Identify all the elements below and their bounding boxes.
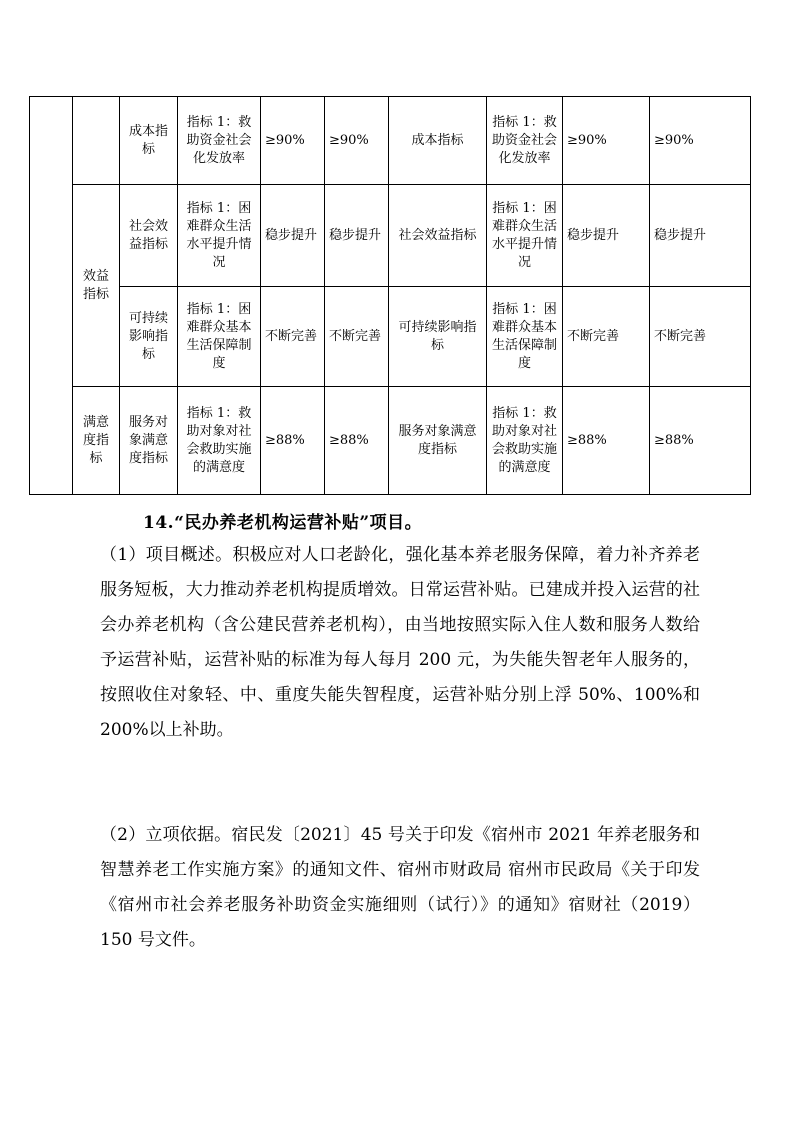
actual-value-cell: 不断完善 [650,287,751,387]
indicator-cell: 指标 1：困难群众生活水平提升情况 [487,185,563,287]
actual-value-cell: 不断完善 [325,287,389,387]
indicator-cell: 指标 1：救助资金社会化发放率 [487,97,563,185]
sub-indicator-cell: 成本指标 [120,97,178,185]
actual-value-cell: 稳步提升 [325,185,389,287]
indicator-cell: 指标 1：救助资金社会化发放率 [178,97,261,185]
target-value-cell: ≥88% [563,387,650,495]
sub-indicator-cell: 可持续影响指标 [389,287,487,387]
table-cell-blank [30,97,73,495]
actual-value-cell: ≥90% [325,97,389,185]
table-cell-blank [73,97,120,185]
target-value-cell: 不断完善 [563,287,650,387]
table-row [30,387,751,495]
target-value-cell: 稳步提升 [261,185,325,287]
target-value-cell: 稳步提升 [563,185,650,287]
indicator-cell: 指标 1：困难群众生活水平提升情况 [178,185,261,287]
actual-value-cell: ≥88% [650,387,751,495]
target-value-cell: ≥90% [563,97,650,185]
group-label-cell: 效益指标 [73,185,120,387]
actual-value-cell: ≥90% [650,97,751,185]
sub-indicator-cell: 服务对象满意度指标 [389,387,487,495]
group-label-cell: 满意度指标 [73,387,120,495]
indicator-cell: 指标 1：救助对象对社会救助实施的满意度 [487,387,563,495]
actual-value-cell: 稳步提升 [650,185,751,287]
sub-indicator-cell: 成本指标 [389,97,487,185]
indicator-cell: 指标 1：困难群众基本生活保障制度 [178,287,261,387]
section-heading: 14.“民办养老机构运营补贴”项目。 [143,513,423,533]
target-value-cell: ≥88% [261,387,325,495]
table-row [30,287,751,387]
sub-indicator-cell: 社会效益指标 [389,185,487,287]
sub-indicator-cell: 社会效益指标 [120,185,178,287]
indicator-cell: 指标 1：救助对象对社会救助实施的满意度 [178,387,261,495]
table-row [30,97,751,185]
project-basis-paragraph: （2）立项依据。宿民发〔2021〕45 号关于印发《宿州市 2021 年养老服务和智慧养老工作实施方案》的通知文件、宿州市财政局 宿州市民政局《关于印发《宿州市社会养老服务补助资金实施细则（试行）》的通知》宿财社（2019）150 号文件。 [100,825,700,950]
target-value-cell: ≥90% [261,97,325,185]
actual-value-cell: ≥88% [325,387,389,495]
sub-indicator-cell: 可持续影响指标 [120,287,178,387]
indicator-cell: 指标 1：困难群众基本生活保障制度 [487,287,563,387]
target-value-cell: 不断完善 [261,287,325,387]
table-row [30,185,751,287]
project-overview-paragraph: （1）项目概述。积极应对人口老龄化，强化基本养老服务保障，着力补齐养老服务短板，大力推动养老机构提质增效。日常运营补贴。已建成并投入运营的社会办养老机构（含公建民营养老机构），由当地按照实际入住人数和服务人数给予运营补贴，运营补贴的标准为每人每月 200 元，为失能失智老年人服务的，按照收住对象轻、中、重度失能失智程度，运营补贴分别上浮 50%、100%和 200%以上补助。 [100,545,700,740]
performance-indicator-table [29,96,751,495]
sub-indicator-cell: 服务对象满意度指标 [120,387,178,495]
